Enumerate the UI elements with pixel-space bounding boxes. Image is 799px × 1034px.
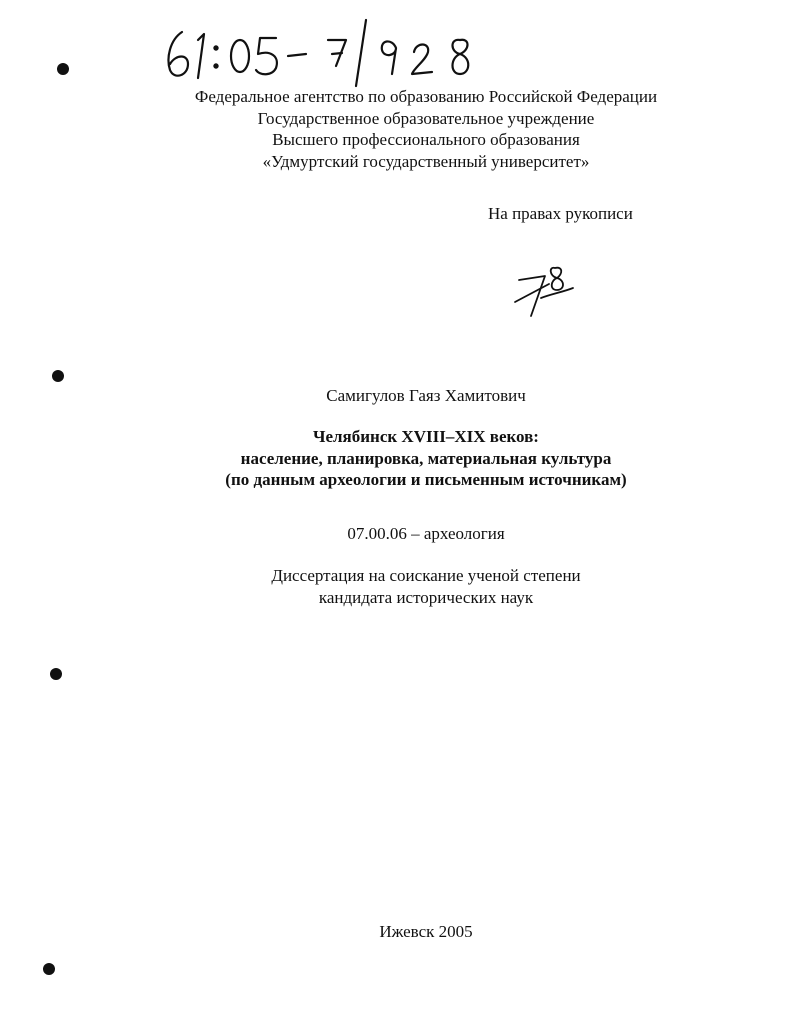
punch-hole-lower-middle	[50, 668, 62, 680]
handwritten-signature-mark	[505, 258, 585, 320]
manuscript-rights-note: На правах рукописи	[488, 204, 633, 223]
title-line-1: Челябинск XVIII–XIX веков:	[313, 427, 539, 446]
punch-hole-bottom	[43, 963, 55, 975]
header-line-institution-type: Государственное образовательное учреждение	[257, 108, 595, 128]
degree-line-2: кандидата исторических наук	[318, 587, 534, 607]
institution-header	[0, 86, 799, 172]
punch-hole-top	[57, 63, 69, 75]
author-name: Самигулов Гаяз Хамитович	[326, 386, 526, 405]
title-line-2: население, планировка, материальная культура	[240, 448, 612, 468]
handwritten-archive-code	[160, 18, 500, 88]
specialty-code: 07.00.06 – археология	[347, 524, 505, 543]
header-line-education-level: Высшего профессионального образования	[272, 130, 580, 149]
place-and-year: Ижевск 2005	[379, 922, 473, 941]
degree-statement	[0, 565, 799, 608]
dissertation-title	[0, 426, 799, 491]
punch-hole-upper-middle	[52, 370, 64, 382]
degree-line-1: Диссертация на соискание ученой степени	[271, 566, 581, 585]
header-line-university: «Удмуртский государственный университет»	[262, 151, 590, 171]
header-line-agency: Федеральное агентство по образованию Российской Федерации	[194, 87, 658, 106]
title-line-3: (по данным археологии и письменным источникам)	[225, 470, 627, 489]
